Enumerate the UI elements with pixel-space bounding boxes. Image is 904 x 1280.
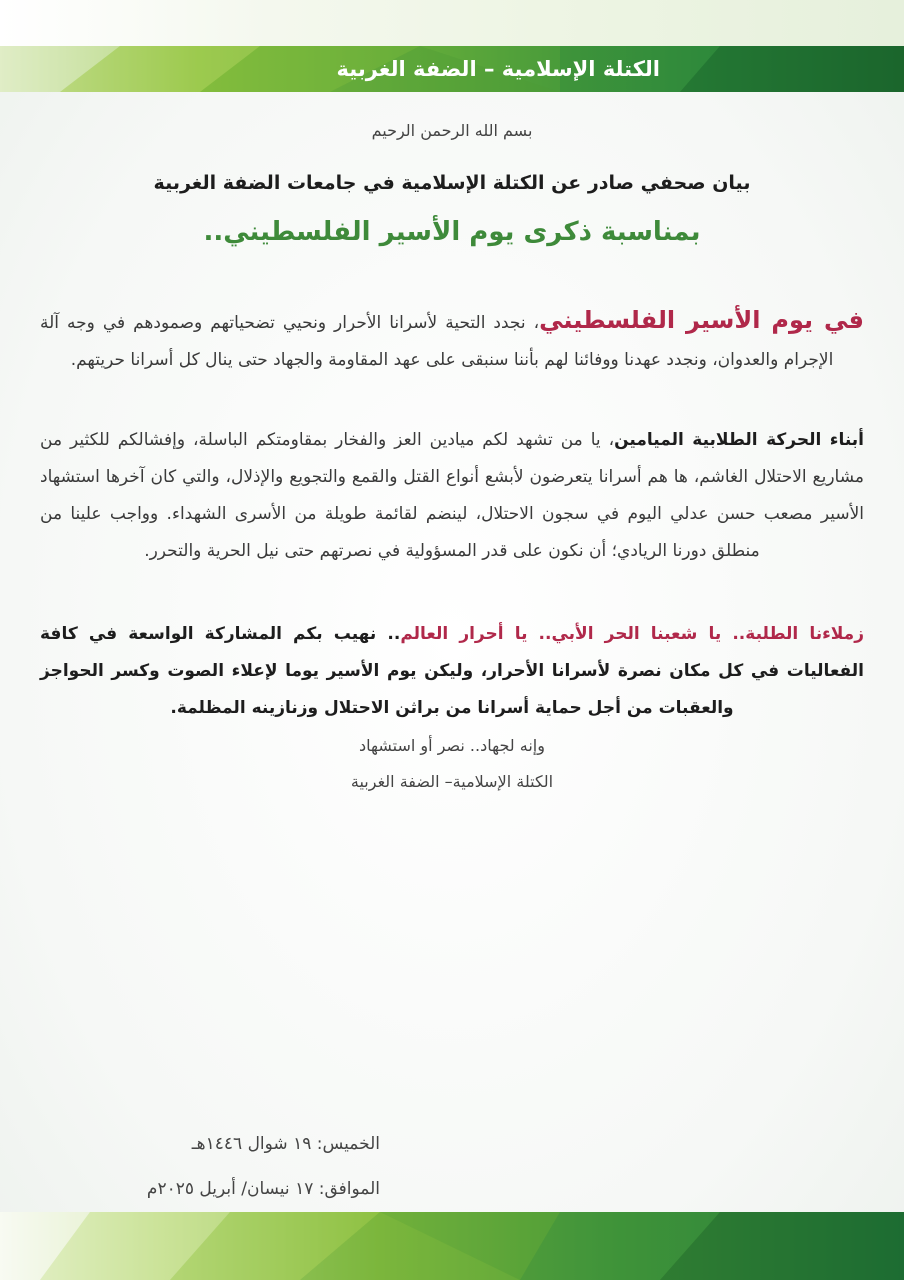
gregorian-date: الموافق: ١٧ نيسان/ أبريل ٢٠٢٥م xyxy=(146,1179,380,1199)
statement-body xyxy=(40,108,864,799)
top-decorative-band xyxy=(0,0,904,46)
paragraph-call-to-action xyxy=(40,616,864,727)
paragraph-lead: أبناء الحركة الطلابية الميامين xyxy=(614,430,865,450)
header-title: الكتلة الإسلامية – الضفة الغربية xyxy=(336,57,660,81)
closing-slogan: وإنه لجهاد.. نصر أو استشهاد xyxy=(359,736,545,755)
footer-pattern xyxy=(0,1212,904,1280)
paragraph-text: .. نهيب بكم المشاركة الواسعة في كافة الفعاليات في كل مكان نصرة لأسرانا الأحرار، وليكن يوم الأسير يوما لإعلاء الصوت وكسر الحواجز والعقبات من أجل حماية أسرانا من براثن الاحتلال وزنازينه المظلمة. xyxy=(40,624,864,718)
statement-subheadline: بمناسبة ذكرى يوم الأسير الفلسطيني.. xyxy=(203,217,701,247)
date-block xyxy=(40,1122,380,1212)
basmala: بسم الله الرحمن الرحيم xyxy=(371,121,533,140)
paragraph-student-movement xyxy=(40,422,864,570)
footer-bar xyxy=(0,1212,904,1280)
signature: الكتلة الإسلامية– الضفة الغربية xyxy=(350,772,554,791)
paragraph-text: ، نجدد التحية لأسرانا الأحرار ونحيي تضحياتهم وصمودهم في وجه آلة الإجرام والعدوان، ونجدد عهدنا ووفائنا لهم بأننا سنبقى على عهد المقاومة والجهاد حتى ينال كل أسرانا حريتهم. xyxy=(40,313,834,370)
paragraph-lead: في يوم الأسير الفلسطيني xyxy=(539,306,864,334)
paragraph-text: ، يا من تشهد لكم ميادين العز والفخار بمقاومتكم الباسلة، وإفشالكم للكثير من مشاريع الاحتلال الغاشم، ها هم أسرانا يتعرضون لأبشع أنواع القتل والقمع والتجويع والإذلال، والتي كان آخرها استشهاد الأسير مصعب حسن عدلي اليوم في سجون الاحتلال، لينضم لقائمة طويلة من الأسرى الشهداء. وواجب علينا من منطلق دورنا الريادي؛ أن نكون على قدر المسؤولية في نصرتهم حتى نيل الحرية والتحرر. xyxy=(40,430,864,561)
paragraph-lead: زملاءنا الطلبة.. يا شعبنا الحر الأبي.. يا أحرار العالم xyxy=(400,624,864,644)
header-bar xyxy=(0,46,904,92)
statement-headline: بيان صحفي صادر عن الكتلة الإسلامية في جامعات الضفة الغربية xyxy=(153,172,751,194)
hijri-date: الخميس: ١٩ شوال ١٤٤٦هـ xyxy=(191,1134,380,1154)
paragraph-prisoner-day xyxy=(40,302,864,379)
